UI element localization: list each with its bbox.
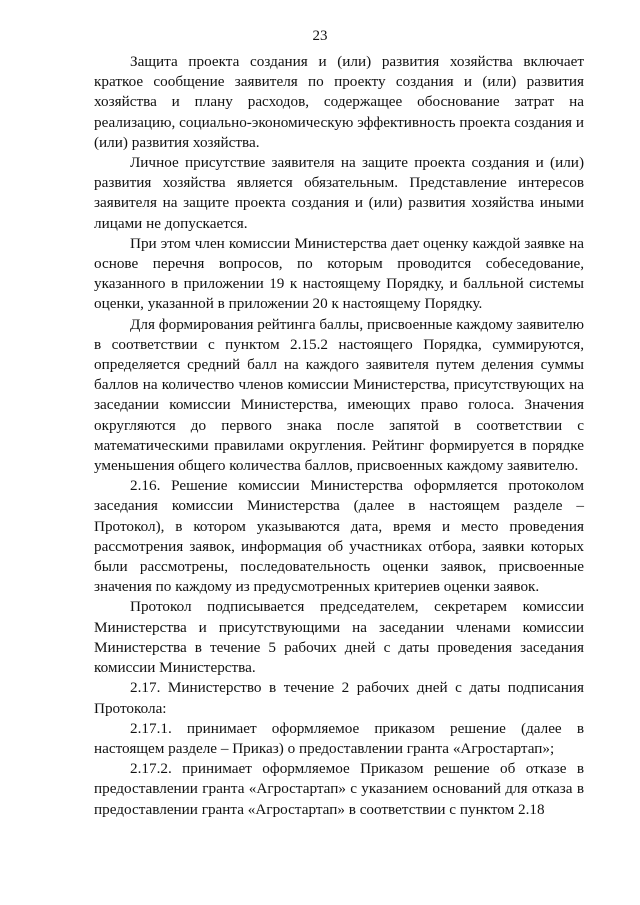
paragraph-2-16-protocol: 2.16. Решение комиссии Министерства оформляется протоколом заседания комиссии Министерства (далее в настоящем разделе – Протокол), в котором указываются дата, время и место проведения рассмотрения заявок, информация об участниках отбора, заявки которых были рассмотрены, последовательность оценки заявок, присвоенные значения по каждому из предусмотренных критериев оценки заявок. bbox=[94, 477, 584, 596]
paragraph-personal-presence: Личное присутствие заявителя на защите проекта создания и (или) развития хозяйства является обязательным. Представление интересов заявителя на защите проекта создания и (или) развития хозяйства иными лицами не допускается. bbox=[94, 154, 584, 232]
paragraph-commission-evaluation: При этом член комиссии Министерства дает оценку каждой заявке на основе перечня вопросов, по которым проводится собеседование, указанного в приложении 19 к настоящему Порядку, и балльной системы оценки, указанной в приложении 20 к настоящему Порядку. bbox=[94, 234, 584, 313]
document-body bbox=[94, 52, 584, 820]
paragraph-rating-formation: Для формирования рейтинга баллы, присвоенные каждому заявителю в соответствии с пунктом 2.15.2 настоящего Порядка, суммируются, определяется средний балл на каждого заявителя путем деления суммы баллов на количество членов комиссии Министерства, присутствующих на заседании комиссии Министерства, имеющих право голоса. Значения округляются до первого знака после запятой в соответствии с математическими правилами округления. Рейтинг формируется в порядке уменьшения общего количества баллов, присвоенных каждому заявителю. bbox=[94, 315, 584, 475]
paragraph-2-17: 2.17. Министерство в течение 2 рабочих дней с даты подписания Протокола: bbox=[94, 679, 584, 717]
paragraph-2-17-2: 2.17.2. принимает оформляемое Приказом решение об отказе в предоставлении гранта «Агростартап» с указанием оснований для отказа в предоставлении гранта «Агростартап» в соответствии с пунктом 2.18 bbox=[94, 760, 584, 818]
page-number: 23 bbox=[312, 28, 328, 44]
paragraph-2-17-1: 2.17.1. принимает оформляемое приказом решение (далее в настоящем разделе – Приказ) о предоставлении гранта «Агростартап»; bbox=[94, 719, 584, 757]
paragraph-protocol-signing: Протокол подписывается председателем, секретарем комиссии Министерства и присутствующими на заседании членами комиссии Министерства в течение 5 рабочих дней с даты проведения заседания комиссии Министерства. bbox=[94, 598, 584, 677]
paragraph-project-defense: Защита проекта создания и (или) развития хозяйства включает краткое сообщение заявителя по проекту создания и (или) развития хозяйства и плану расходов, содержащее обоснование затрат на реализацию, социально-экономическую эффективность проекта создания и (или) развития хозяйства. bbox=[94, 53, 584, 151]
